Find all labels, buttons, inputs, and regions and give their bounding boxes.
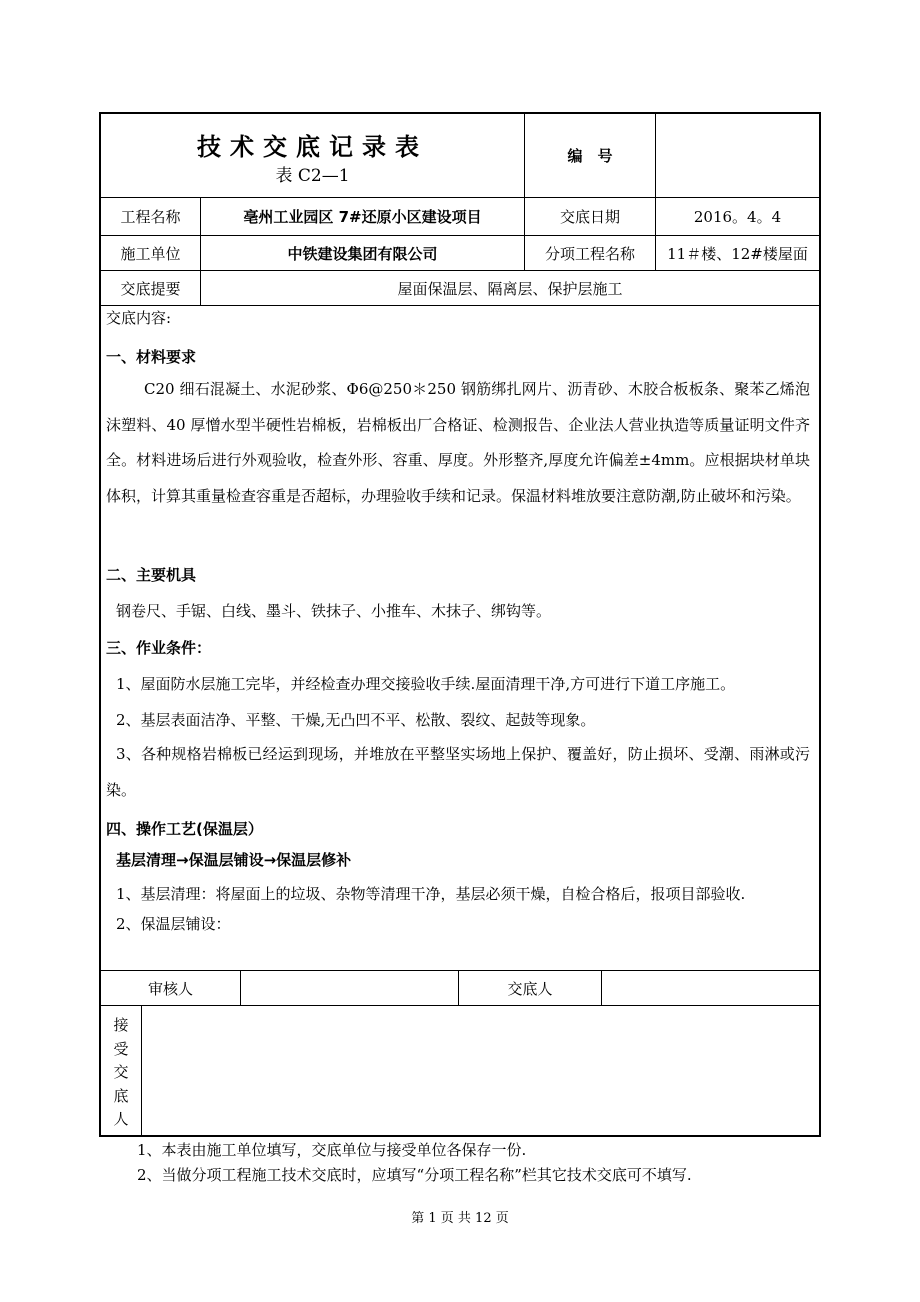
conditions-item: 2、基层表面洁净、平整、干燥,无凸凹不平、松散、裂纹、起鼓等现象。 [116, 711, 596, 729]
process-flow: 基层清理→保温层铺设→保温层修补 [116, 851, 352, 869]
conditions-item: 1、屋面防水层施工完毕，并经检查办理交接验收手续.屋面清理干净,方可进行下道工序施工。 [116, 675, 736, 693]
form-title: 技术交底记录表 [197, 131, 428, 161]
reviewer-field[interactable] [241, 971, 458, 1005]
number-label: 编 号 [567, 146, 613, 165]
contractor-label: 施工单位 [120, 244, 181, 263]
section-tools-title: 二、主要机具 [106, 566, 197, 584]
subproject-label: 分项工程名称 [544, 244, 635, 263]
conditions-item: 3、各种规格岩棉板已经运到现场，并堆放在平整坚实场地上保护、覆盖好，防止损坏、受潮、雨淋或污染。 [106, 745, 810, 799]
page-number: 第 1 页 共 12 页 [411, 1211, 509, 1226]
process-item: 1、基层清理：将屋面上的垃圾、杂物等清理干净，基层必须干燥，自检合格后，报项目部验收. [116, 885, 746, 903]
reviewer-label: 审核人 [147, 979, 193, 998]
note-2: 2、当做分项工程施工技术交底时，应填写“分项工程名称”栏其它技术交底可不填写. [137, 1166, 692, 1184]
subproject-value: 11＃楼、12#楼屋面 [667, 244, 808, 263]
section-process-title: 四、操作工艺(保温层） [106, 820, 263, 838]
discloser-field[interactable] [602, 971, 819, 1005]
project-name-value: 亳州工业园区 7#还原小区建设项目 [243, 208, 482, 226]
section-materials-title: 一、材料要求 [106, 348, 197, 366]
discloser-label: 交底人 [507, 979, 553, 998]
summary-label: 交底提要 [120, 279, 181, 298]
note-1: 1、本表由施工单位填写，交底单位与接受单位各保存一份. [137, 1141, 527, 1159]
section-conditions-title: 三、作业条件： [106, 639, 212, 657]
content-intro: 交底内容: [106, 309, 172, 327]
summary-value: 屋面保温层、隔离层、保护层施工 [397, 279, 623, 298]
number-value[interactable] [656, 113, 819, 197]
date-value: 2016。4。4 [693, 208, 782, 226]
receiver-field[interactable] [142, 1006, 819, 1135]
form-code: 表 C2—1 [275, 165, 350, 186]
receiver-label: 接受交底人 [113, 1016, 129, 1128]
date-label: 交底日期 [559, 208, 620, 226]
project-name-label: 工程名称 [120, 208, 181, 226]
section-materials-body: C20 细石混凝土、水泥砂浆、Φ6@250＊250 钢筋绑扎网片、沥青砂、木胶合板板条、聚苯乙烯泡沫塑料、40 厚憎水型半硬性岩棉板，岩棉板出厂合格证、检测报告、企业法人营业执造等质量证明文件齐全。材料进场后进行外观验收，检查外形、容重、厚度。外形整齐,厚度允许偏差±4mm。应根据块材单块体积，计算其重量检查容重是否超标，办理验收手续和记录。保温材料堆放要注意防潮,防止破坏和污染。 [106, 380, 810, 505]
process-item: 2、保温层铺设： [116, 915, 231, 933]
contractor-value: 中铁建设集团有限公司 [287, 244, 438, 263]
section-tools-body: 钢卷尺、手锯、白线、墨斗、铁抹子、小推车、木抹子、绑钩等。 [116, 602, 552, 620]
